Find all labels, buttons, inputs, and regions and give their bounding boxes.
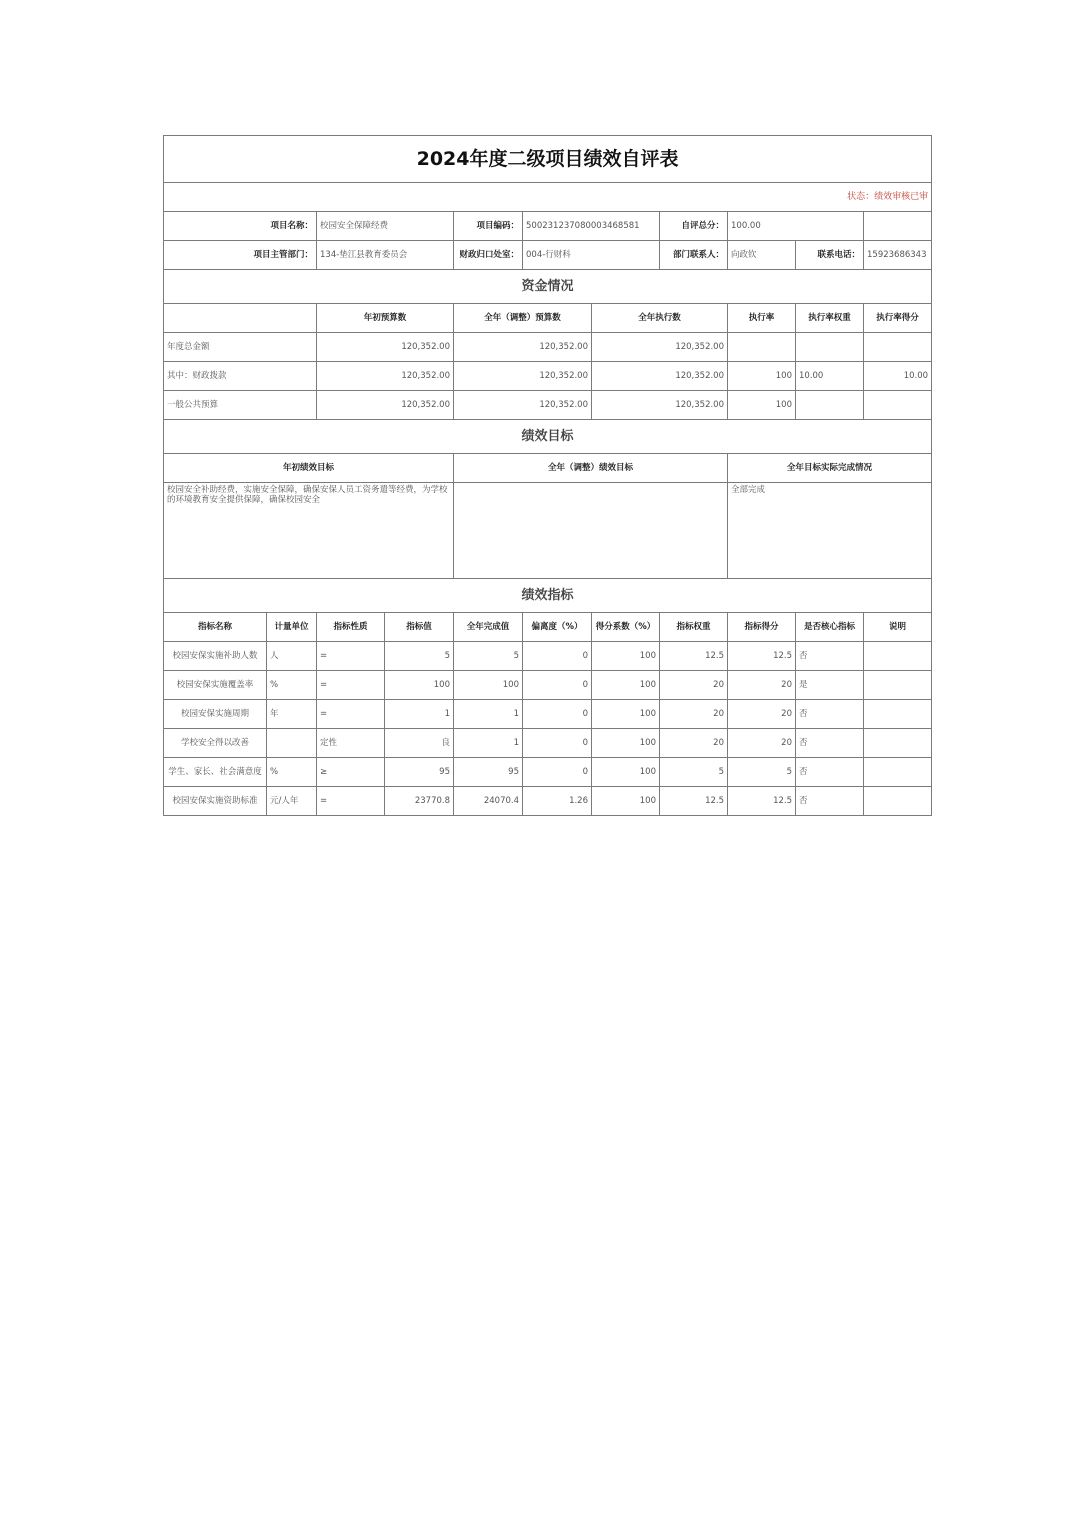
goals-header-adjusted: 全年（调整）绩效目标 xyxy=(454,454,728,483)
ind-unit: 元/人年 xyxy=(267,787,317,816)
ind-score: 5 xyxy=(728,758,796,787)
funds-header-adjusted: 全年（调整）预算数 xyxy=(454,304,592,333)
goal-adjusted-text xyxy=(454,483,728,579)
ind-completed: 5 xyxy=(454,642,523,671)
funds-row-label: 其中：财政拨款 xyxy=(164,362,317,391)
funds-rate-value: 100 xyxy=(728,362,796,391)
funds-initial-value: 120,352.00 xyxy=(317,333,454,362)
dept-value: 134-垫江县教育委员会 xyxy=(317,241,454,270)
ind-deviation: 0 xyxy=(523,642,592,671)
ind-unit: % xyxy=(267,671,317,700)
ind-core: 否 xyxy=(796,729,864,758)
ind-deviation: 0 xyxy=(523,700,592,729)
dept-label: 项目主管部门： xyxy=(164,241,317,270)
ind-header-coefficient: 得分系数（%） xyxy=(592,613,660,642)
ind-target: 95 xyxy=(385,758,454,787)
funds-executed-value: 120,352.00 xyxy=(592,362,728,391)
goals-row xyxy=(164,483,932,579)
status-badge: 状态：绩效审核已审 xyxy=(164,183,932,212)
funds-row xyxy=(164,333,932,362)
project-code-value: 500231237080003468581 xyxy=(523,212,660,241)
project-code-label: 项目编码： xyxy=(454,212,523,241)
phone-value: 15923686343 xyxy=(864,241,932,270)
ind-name: 校园安保实施资助标准 xyxy=(164,787,267,816)
funds-weight-value: 10.00 xyxy=(796,362,864,391)
funds-adjusted-value: 120,352.00 xyxy=(454,391,592,420)
finance-label: 财政归口处室： xyxy=(454,241,523,270)
ind-note xyxy=(864,700,932,729)
goal-actual-text: 全部完成 xyxy=(728,483,932,579)
ind-deviation: 1.26 xyxy=(523,787,592,816)
ind-score: 20 xyxy=(728,729,796,758)
funds-score-value xyxy=(864,391,932,420)
funds-header-executed: 全年执行数 xyxy=(592,304,728,333)
ind-header-note: 说明 xyxy=(864,613,932,642)
evaluation-table xyxy=(163,135,932,816)
ind-header-weight: 指标权重 xyxy=(660,613,728,642)
funds-rate-value xyxy=(728,333,796,362)
funds-row-label: 年度总金额 xyxy=(164,333,317,362)
ind-unit: 年 xyxy=(267,700,317,729)
table-row xyxy=(164,700,932,729)
ind-score: 12.5 xyxy=(728,787,796,816)
ind-coefficient: 100 xyxy=(592,671,660,700)
ind-name: 校园安保实施补助人数 xyxy=(164,642,267,671)
ind-score: 20 xyxy=(728,671,796,700)
ind-name: 学校安全得以改善 xyxy=(164,729,267,758)
ind-nature: = xyxy=(317,787,385,816)
funds-score-value: 10.00 xyxy=(864,362,932,391)
ind-deviation: 0 xyxy=(523,671,592,700)
funds-header-0 xyxy=(164,304,317,333)
ind-weight: 12.5 xyxy=(660,787,728,816)
goals-section-title: 绩效目标 xyxy=(164,420,932,454)
funds-rate-value: 100 xyxy=(728,391,796,420)
ind-weight: 5 xyxy=(660,758,728,787)
ind-note xyxy=(864,642,932,671)
ind-unit: % xyxy=(267,758,317,787)
goal-initial-text: 校园安全补助经费，实施安全保障，确保安保人员工资务遣等经费，为学校的环境教育安全提供保障，确保校园安全 xyxy=(164,483,454,579)
table-row xyxy=(164,671,932,700)
contact-value: 向政钦 xyxy=(728,241,796,270)
phone-label: 联系电话： xyxy=(796,241,864,270)
table-row xyxy=(164,642,932,671)
table-row xyxy=(164,787,932,816)
funds-initial-value: 120,352.00 xyxy=(317,362,454,391)
goals-header-initial: 年初绩效目标 xyxy=(164,454,454,483)
funds-score-value xyxy=(864,333,932,362)
ind-completed: 1 xyxy=(454,729,523,758)
contact-label: 部门联系人： xyxy=(660,241,728,270)
funds-executed-value: 120,352.00 xyxy=(592,391,728,420)
funds-weight-value xyxy=(796,391,864,420)
ind-weight: 20 xyxy=(660,700,728,729)
goals-header-actual: 全年目标实际完成情况 xyxy=(728,454,932,483)
ind-note xyxy=(864,671,932,700)
funds-section-title: 资金情况 xyxy=(164,270,932,304)
ind-name: 学生、家长、社会满意度 xyxy=(164,758,267,787)
project-name-value: 校园安全保障经费 xyxy=(317,212,454,241)
ind-unit xyxy=(267,729,317,758)
ind-name: 校园安保实施覆盖率 xyxy=(164,671,267,700)
ind-nature: = xyxy=(317,700,385,729)
ind-coefficient: 100 xyxy=(592,787,660,816)
evaluation-sheet xyxy=(163,135,931,816)
ind-core: 否 xyxy=(796,787,864,816)
ind-target: 1 xyxy=(385,700,454,729)
ind-header-completed: 全年完成值 xyxy=(454,613,523,642)
ind-note xyxy=(864,758,932,787)
ind-nature: = xyxy=(317,642,385,671)
ind-weight: 20 xyxy=(660,729,728,758)
self-score-label: 自评总分： xyxy=(660,212,728,241)
table-row xyxy=(164,729,932,758)
ind-coefficient: 100 xyxy=(592,729,660,758)
ind-header-nature: 指标性质 xyxy=(317,613,385,642)
empty-cell xyxy=(864,212,932,241)
ind-target: 23770.8 xyxy=(385,787,454,816)
table-row xyxy=(164,758,932,787)
goals-header-row xyxy=(164,454,932,483)
ind-score: 20 xyxy=(728,700,796,729)
ind-header-core: 是否核心指标 xyxy=(796,613,864,642)
page-title: 2024年度二级项目绩效自评表 xyxy=(164,136,932,183)
ind-core: 是 xyxy=(796,671,864,700)
ind-completed: 1 xyxy=(454,700,523,729)
ind-target: 5 xyxy=(385,642,454,671)
self-score-value: 100.00 xyxy=(728,212,864,241)
ind-nature: ≥ xyxy=(317,758,385,787)
ind-target: 良 xyxy=(385,729,454,758)
ind-header-name: 指标名称 xyxy=(164,613,267,642)
funds-header-score: 执行率得分 xyxy=(864,304,932,333)
ind-header-unit: 计量单位 xyxy=(267,613,317,642)
funds-initial-value: 120,352.00 xyxy=(317,391,454,420)
info-row-2 xyxy=(164,241,932,270)
ind-completed: 24070.4 xyxy=(454,787,523,816)
funds-header-row xyxy=(164,304,932,333)
ind-note xyxy=(864,729,932,758)
ind-header-deviation: 偏离度（%） xyxy=(523,613,592,642)
ind-completed: 100 xyxy=(454,671,523,700)
ind-coefficient: 100 xyxy=(592,758,660,787)
ind-header-score: 指标得分 xyxy=(728,613,796,642)
ind-unit: 人 xyxy=(267,642,317,671)
funds-weight-value xyxy=(796,333,864,362)
project-name-label: 项目名称： xyxy=(164,212,317,241)
ind-deviation: 0 xyxy=(523,729,592,758)
ind-completed: 95 xyxy=(454,758,523,787)
ind-core: 否 xyxy=(796,758,864,787)
funds-header-weight: 执行率权重 xyxy=(796,304,864,333)
funds-row xyxy=(164,362,932,391)
info-row-1 xyxy=(164,212,932,241)
ind-nature: 定性 xyxy=(317,729,385,758)
indicators-section-title: 绩效指标 xyxy=(164,579,932,613)
ind-target: 100 xyxy=(385,671,454,700)
ind-header-target: 指标值 xyxy=(385,613,454,642)
ind-nature: = xyxy=(317,671,385,700)
indicators-header-row xyxy=(164,613,932,642)
ind-core: 否 xyxy=(796,700,864,729)
ind-core: 否 xyxy=(796,642,864,671)
finance-value: 004-行财科 xyxy=(523,241,660,270)
ind-note xyxy=(864,787,932,816)
funds-row xyxy=(164,391,932,420)
ind-weight: 12.5 xyxy=(660,642,728,671)
funds-executed-value: 120,352.00 xyxy=(592,333,728,362)
ind-name: 校园安保实施周期 xyxy=(164,700,267,729)
ind-coefficient: 100 xyxy=(592,700,660,729)
funds-adjusted-value: 120,352.00 xyxy=(454,362,592,391)
ind-deviation: 0 xyxy=(523,758,592,787)
funds-header-rate: 执行率 xyxy=(728,304,796,333)
funds-row-label: 一般公共预算 xyxy=(164,391,317,420)
ind-score: 12.5 xyxy=(728,642,796,671)
ind-weight: 20 xyxy=(660,671,728,700)
funds-adjusted-value: 120,352.00 xyxy=(454,333,592,362)
funds-header-initial: 年初预算数 xyxy=(317,304,454,333)
ind-coefficient: 100 xyxy=(592,642,660,671)
